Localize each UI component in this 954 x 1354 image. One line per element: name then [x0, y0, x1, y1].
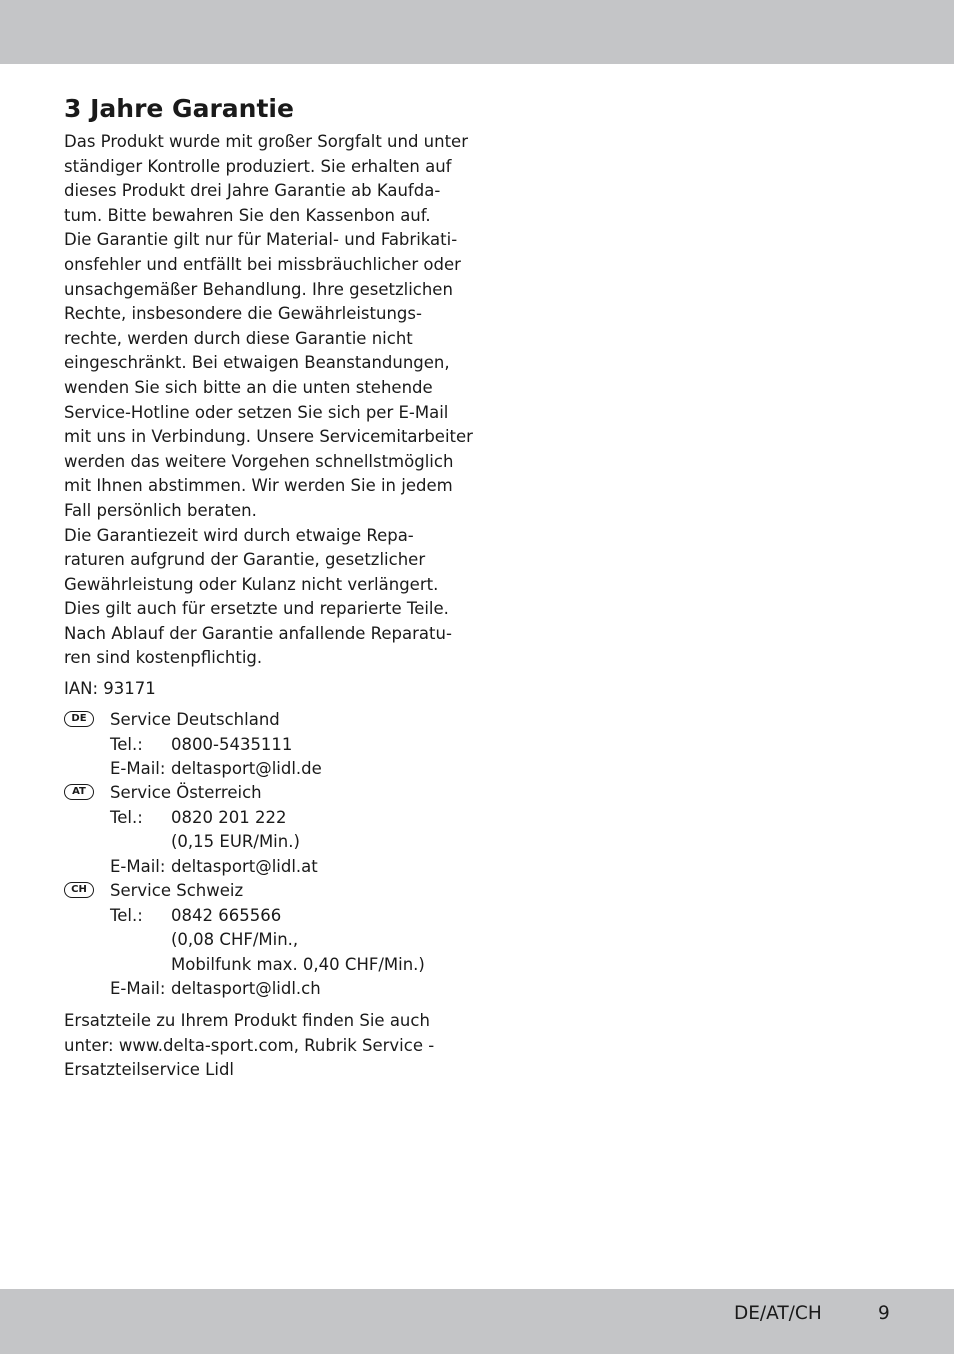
- text-line: Gewährleistung oder Kulanz nicht verlängert.: [64, 574, 439, 594]
- phone-number: 0842 665566: [171, 905, 282, 925]
- text-line: unter: www.delta-sport.com, Rubrik Service -: [64, 1035, 435, 1055]
- text-line: Dies gilt auch für ersetzte und reparierte Teile.: [64, 599, 449, 619]
- ian-number: IAN: 93171: [64, 679, 156, 698]
- text-line: Ersatzteilservice Lidl: [64, 1060, 235, 1080]
- service-name: Service Schweiz: [110, 881, 244, 900]
- phone-label: Tel.:: [110, 905, 143, 925]
- text-line: Nach Ablauf der Garantie anfallende Reparatu-: [64, 623, 452, 643]
- text-line: rechte, werden durch diese Garantie nicht: [64, 328, 413, 348]
- text-line: Service-Hotline oder setzen Sie sich per E-Mail: [64, 402, 449, 422]
- text-line: Die Garantie gilt nur für Material- und Fabrikati-: [64, 230, 458, 250]
- text-line: dieses Produkt drei Jahre Garantie ab Kaufda-: [64, 181, 441, 201]
- text-line: eingeschränkt. Bei etwaigen Beanstandungen,: [64, 353, 450, 373]
- text-line: onsfehler und entfällt bei missbräuchlicher oder: [64, 254, 461, 274]
- text-line: ständiger Kontrolle produziert. Sie erhalten auf: [64, 156, 452, 176]
- country-de-badge-icon: DE: [64, 711, 94, 727]
- text-line: werden das weitere Vorgehen schnellstmöglich: [64, 451, 454, 471]
- text-line: Fall persönlich beraten.: [64, 500, 257, 520]
- text-line: tum. Bitte bewahren Sie den Kassenbon auf.: [64, 205, 431, 225]
- email-label: E-Mail:: [110, 856, 166, 876]
- phone-label: Tel.:: [110, 807, 143, 827]
- text-line: mit uns in Verbindung. Unsere Servicemitarbeiter: [64, 427, 473, 447]
- email-address: deltasport@lidl.de: [171, 759, 322, 779]
- phone-number: 0820 201 222: [171, 807, 287, 827]
- text-line: Ersatzteile zu Ihrem Produkt finden Sie auch: [64, 1011, 430, 1030]
- text-line: Das Produkt wurde mit großer Sorgfalt und unter: [64, 132, 468, 151]
- call-rate: (0,08 CHF/Min.,: [171, 930, 299, 950]
- email-label: E-Mail:: [110, 979, 166, 999]
- text-line: raturen aufgrund der Garantie, gesetzlicher: [64, 550, 426, 570]
- warranty-text: [64, 130, 473, 671]
- text-line: ren sind kostenpflichtig.: [64, 648, 263, 668]
- header-bar: [0, 0, 954, 64]
- country-ch-badge-icon: CH: [64, 882, 94, 898]
- text-line: Rechte, insbesondere die Gewährleistungs-: [64, 304, 422, 324]
- phone-label: Tel.:: [110, 734, 143, 754]
- email-address: deltasport@lidl.ch: [171, 979, 321, 999]
- text-line: Die Garantiezeit wird durch etwaige Repa-: [64, 525, 414, 545]
- call-rate-mobile: Mobilfunk max. 0,40 CHF/Min.): [171, 954, 425, 974]
- spare-parts-text: [64, 1009, 456, 1083]
- page-number: 9: [878, 1303, 890, 1324]
- service-name: Service Deutschland: [110, 710, 280, 729]
- text-line: mit Ihnen abstimmen. Wir werden Sie in jedem: [64, 476, 453, 496]
- email-address: deltasport@lidl.at: [171, 856, 318, 876]
- phone-number: 0800-5435111: [171, 734, 293, 754]
- service-name: Service Österreich: [110, 783, 262, 802]
- text-line: unsachgemäßer Behandlung. Ihre gesetzlichen: [64, 279, 453, 299]
- footer-languages: DE/AT/CH: [734, 1303, 822, 1324]
- section-title: 3 Jahre Garantie: [64, 94, 294, 123]
- country-at-badge-icon: AT: [64, 784, 94, 800]
- email-label: E-Mail:: [110, 759, 166, 779]
- call-rate: (0,15 EUR/Min.): [171, 832, 300, 852]
- text-line: wenden Sie sich bitte an die unten stehende: [64, 377, 433, 397]
